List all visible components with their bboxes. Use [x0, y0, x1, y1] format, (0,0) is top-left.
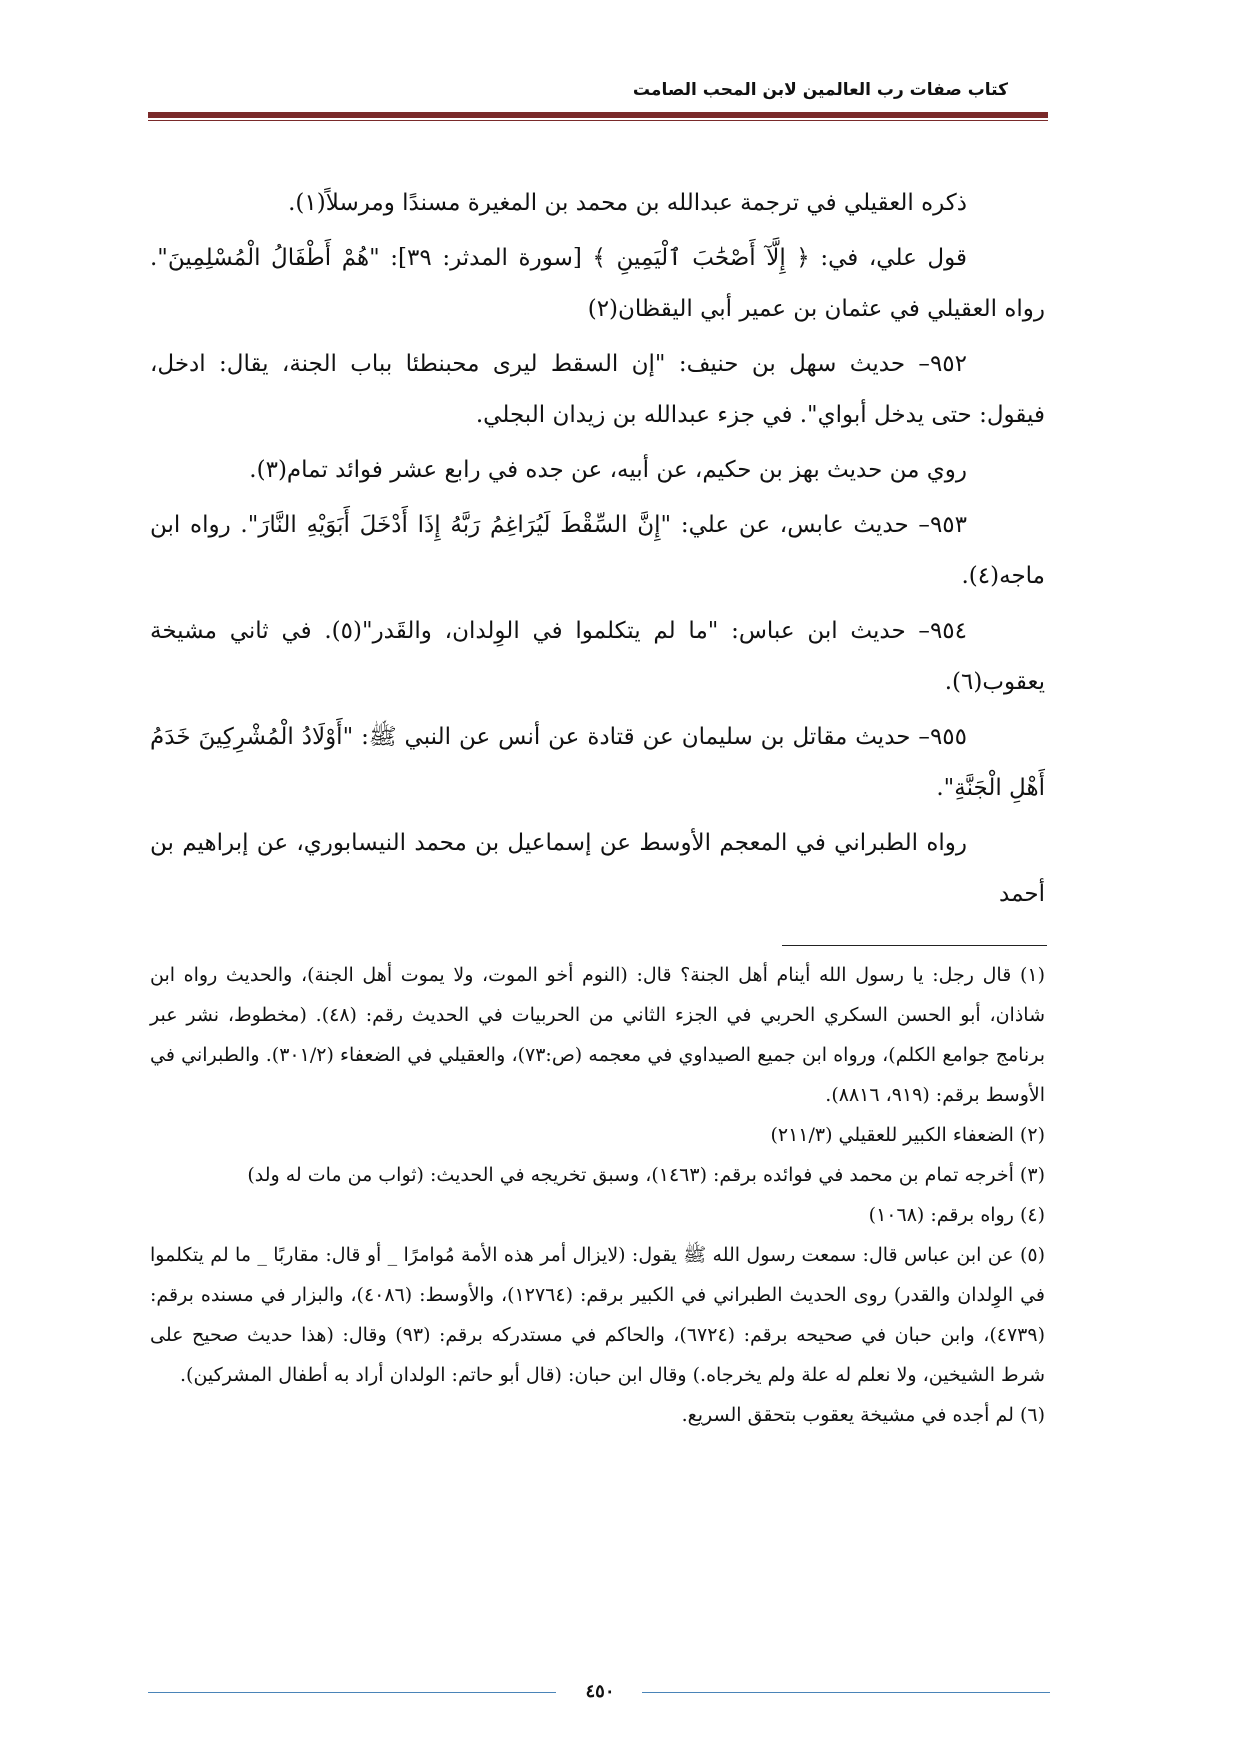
- paragraph: روي من حديث بهز بن حكيم، عن أبيه، عن جده في رابع عشر فوائد تمام(٣).: [249, 457, 967, 483]
- main-text: [150, 178, 1045, 924]
- footnote: (٤) رواه برقم: (١٠٦٨): [868, 1204, 1045, 1226]
- footnote: (٣) أخرجه تمام بن محمد في فوائده برقم: (١٤٦٣)، وسبق تخريجه في الحديث: (ثواب من مات له ولد): [247, 1164, 1045, 1186]
- paragraph: رواه الطبراني في المعجم الأوسط عن إسماعيل بن محمد النيسابوري، عن إبراهيم بن أحمد: [150, 830, 1045, 907]
- footnote-separator: [782, 945, 1047, 946]
- running-header-title: كتاب صفات رب العالمين لابن المحب الصامت: [632, 80, 1008, 100]
- page-number: ٤٥٠: [585, 1681, 615, 1702]
- paragraph: قول علي، في: ﴿ إِلَّآ أَصْحَٰبَ ٱلْيَمِينِ ﴾ [سورة المدثر: ٣٩]: "هُمْ أَطْفَالُ الْمُسْلِمِينَ". رواه العقيلي في عثمان بن عمير أبي اليقظان(٢): [150, 245, 1045, 322]
- paragraph: ٩٥٣– حديث عابس، عن علي: "إِنَّ السِّقْطَ لَيُرَاغِمُ رَبَّهُ إِذَا أَدْخَلَ أَبَوَيْهِ النَّارَ". رواه ابن ماجه(٤).: [150, 512, 1045, 589]
- footer-rule-right: [642, 1692, 1050, 1693]
- footnote: (٥) عن ابن عباس قال: سمعت رسول الله ﷺ يقول: (لايزال أمر هذه الأمة مُوامرًا _ أو قال: مقاربًا _ ما لم يتكلموا في الوِلدان والقدر) روى الحديث الطبراني في الكبير برقم: (١٢٧٦٤)، والأوسط: (٤٠٨٦)، والبزار في مسنده برقم: (٤٧٣٩)، وابن حبان في صحيحه برقم: (٦٧٢٤)، والحاكم في مستدركه برقم: (٩٣) وقال: (هذا حديث صحيح على شرط الشيخين، ولا نعلم له علة ولم يخرجاه.) وقال ابن حبان: (قال أبو حاتم: الولدان أراد به أطفال المشركين).: [150, 1244, 1046, 1386]
- paragraph: ذكره العقيلي في ترجمة عبدالله بن محمد بن المغيرة مسندًا ومرسلاً(١).: [288, 190, 967, 216]
- footnote: (٦) لم أجده في مشيخة يعقوب بتحقق السريع.: [681, 1404, 1045, 1426]
- footer-rule-left: [148, 1692, 556, 1693]
- footnote: (١) قال رجل: يا رسول الله أينام أهل الجنة؟ قال: (النوم أخو الموت، ولا يموت أهل الجنة)، والحديث رواه ابن شاذان، أبو الحسن السكري الحربي في الجزء الثاني من الحربيات في الحديث رقم: (٤٨). (مخطوط، نشر عبر برنامج جوامع الكلم)، ورواه ابن جميع الصيداوي في معجمه (ص:٧٣)، والعقيلي في الضعفاء (٣٠١/٢). والطبراني في الأوسط برقم: (٩١٩، ٨٨١٦).: [150, 964, 1045, 1106]
- footnotes: [150, 955, 1045, 1435]
- paragraph: ٩٥٢– حديث سهل بن حنيف: "إن السقط ليرى محبنطئا بباب الجنة، يقال: ادخل، فيقول: حتى يدخل أبواي". في جزء عبدالله بن زيدان البجلي.: [150, 351, 1045, 428]
- footnote: (٢) الضعفاء الكبير للعقيلي (٢١١/٣): [770, 1124, 1045, 1146]
- header-rule: [148, 112, 1048, 118]
- header-rule-thin: [148, 120, 1048, 121]
- paragraph: ٩٥٤– حديث ابن عباس: "ما لم يتكلموا في الوِلدان، والقَدر"(٥). في ثاني مشيخة يعقوب(٦).: [150, 618, 1045, 695]
- paragraph: ٩٥٥– حديث مقاتل بن سليمان عن قتادة عن أنس عن النبي ﷺ: "أَوْلَادُ الْمُشْرِكِينَ خَدَمُ أَهْلِ الْجَنَّةِ".: [150, 724, 1045, 801]
